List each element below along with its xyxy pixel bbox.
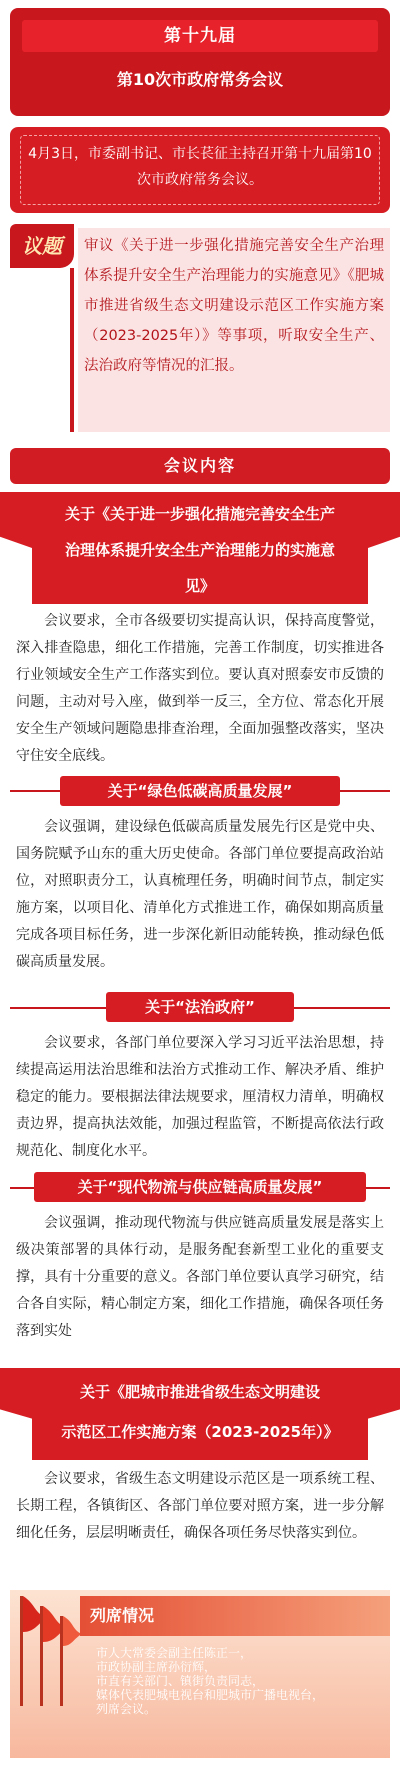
- section-1-title: [20, 496, 380, 604]
- section-4-body: 会议强调，推动现代物流与供应链高质量发展是落实上级决策部署的具体行动，是服务配套新型工业化的重要支撑，具有十分重要的意义。各部门单位要认真学习研究，结合各自实际，精心制定方案，细化工作措施，确保各项任务落到实处: [16, 1215, 384, 1339]
- attendance-line: 市人大常委会副主任陈正一，: [96, 1646, 253, 1660]
- section-3-title: 关于“法治政府”: [145, 998, 255, 1016]
- flag-icons: [14, 1592, 84, 1712]
- attendance-line: 市政协副主席孙衍辉，: [96, 1660, 217, 1674]
- section-5-body: 会议要求，省级生态文明建设示范区是一项系统工程、长期工程，各镇街区、各部门单位要对照方案，进一步分解细化任务，层层明晰责任，确保各项任务尽快落实到位。: [16, 1471, 384, 1541]
- flag-pole-icon: [60, 1616, 63, 1706]
- intro-text: 4月3日，市委副书记、市长苌征主持召开第十九届第10次市政府常务会议。: [28, 146, 372, 188]
- section-2-title: 关于“绿色低碳高质量发展”: [107, 782, 293, 800]
- attendance-list: [96, 1646, 376, 1716]
- attendance-line: 市直有关部门、镇街负责同志，: [96, 1674, 265, 1688]
- content-title: 会议内容: [163, 456, 236, 475]
- section-3-body: 会议要求，各部门单位要深入学习习近平法治思想，持续提高运用法治思维和法治方式推动工作、解决矛盾、维护稳定的能力。要根据法律法规要求，厘清权力清单，明确权责边界，提高执法效能，加强过程监管，不断提高依法行政规范化、制度化水平。: [16, 1035, 384, 1159]
- section-4-title: 关于“现代物流与供应链高质量发展”: [77, 1178, 323, 1196]
- session-title: 第十九届: [164, 26, 236, 46]
- flag-pole-icon: [40, 1606, 43, 1706]
- section-5-title-line: 示范区工作实施方案（2023-2025年）》: [61, 1423, 339, 1441]
- section-1-body: 会议要求，全市各级要切实提高认识，保持高度警觉，深入排查隐患，细化工作措施，完善工作制度，切实推进各行业领域安全生产工作落实到位。要认真对照泰安市反馈的问题，主动对号入座，做到举一反三，全方位、常态化开展安全生产领域问题隐患排查治理，全面加强整改落实，坚决守住安全底线。: [16, 613, 384, 764]
- attendance-line: 媒体代表肥城电视台和肥城市广播电视台，: [96, 1688, 325, 1702]
- agenda-badge-label: 议题: [22, 234, 62, 258]
- agenda-text: 审议《关于进一步强化措施完善安全生产治理体系提升安全生产治理能力的实施意见》《肥城市推进省级生态文明建设示范区工作实施方案（2023-2025年）》等事项，听取安全生产、法治政府等情况的汇报。: [84, 238, 384, 374]
- section-1-title-line: 治理体系提升安全生产治理能力的实施意: [64, 541, 335, 559]
- section-5-title: [14, 1372, 386, 1452]
- meeting-title: 第10次市政府常务会议: [116, 70, 284, 89]
- section-2-body: 会议强调，建设绿色低碳高质量发展先行区是党中央、国务院赋予山东的重大历史使命。各部门单位要提高政治站位，对照职责分工，认真梳理任务，明确时间节点，制定实施方案，以项目化、清单化方式推进工作，确保如期高质量完成各项目标任务，进一步深化新旧动能转换，推动绿色低碳高质量发展。: [16, 819, 384, 970]
- attendance-line: 列席会议。: [96, 1702, 157, 1716]
- section-1-title-line: 见》: [184, 577, 215, 595]
- agenda-divider: [70, 268, 74, 432]
- flag-pole-icon: [20, 1596, 23, 1706]
- section-5-title-line: 关于《肥城市推进省级生态文明建设: [79, 1383, 320, 1401]
- section-1-title-line: 关于《关于进一步强化措施完善安全生产: [64, 505, 335, 523]
- attendance-title: 列席情况: [90, 1606, 155, 1625]
